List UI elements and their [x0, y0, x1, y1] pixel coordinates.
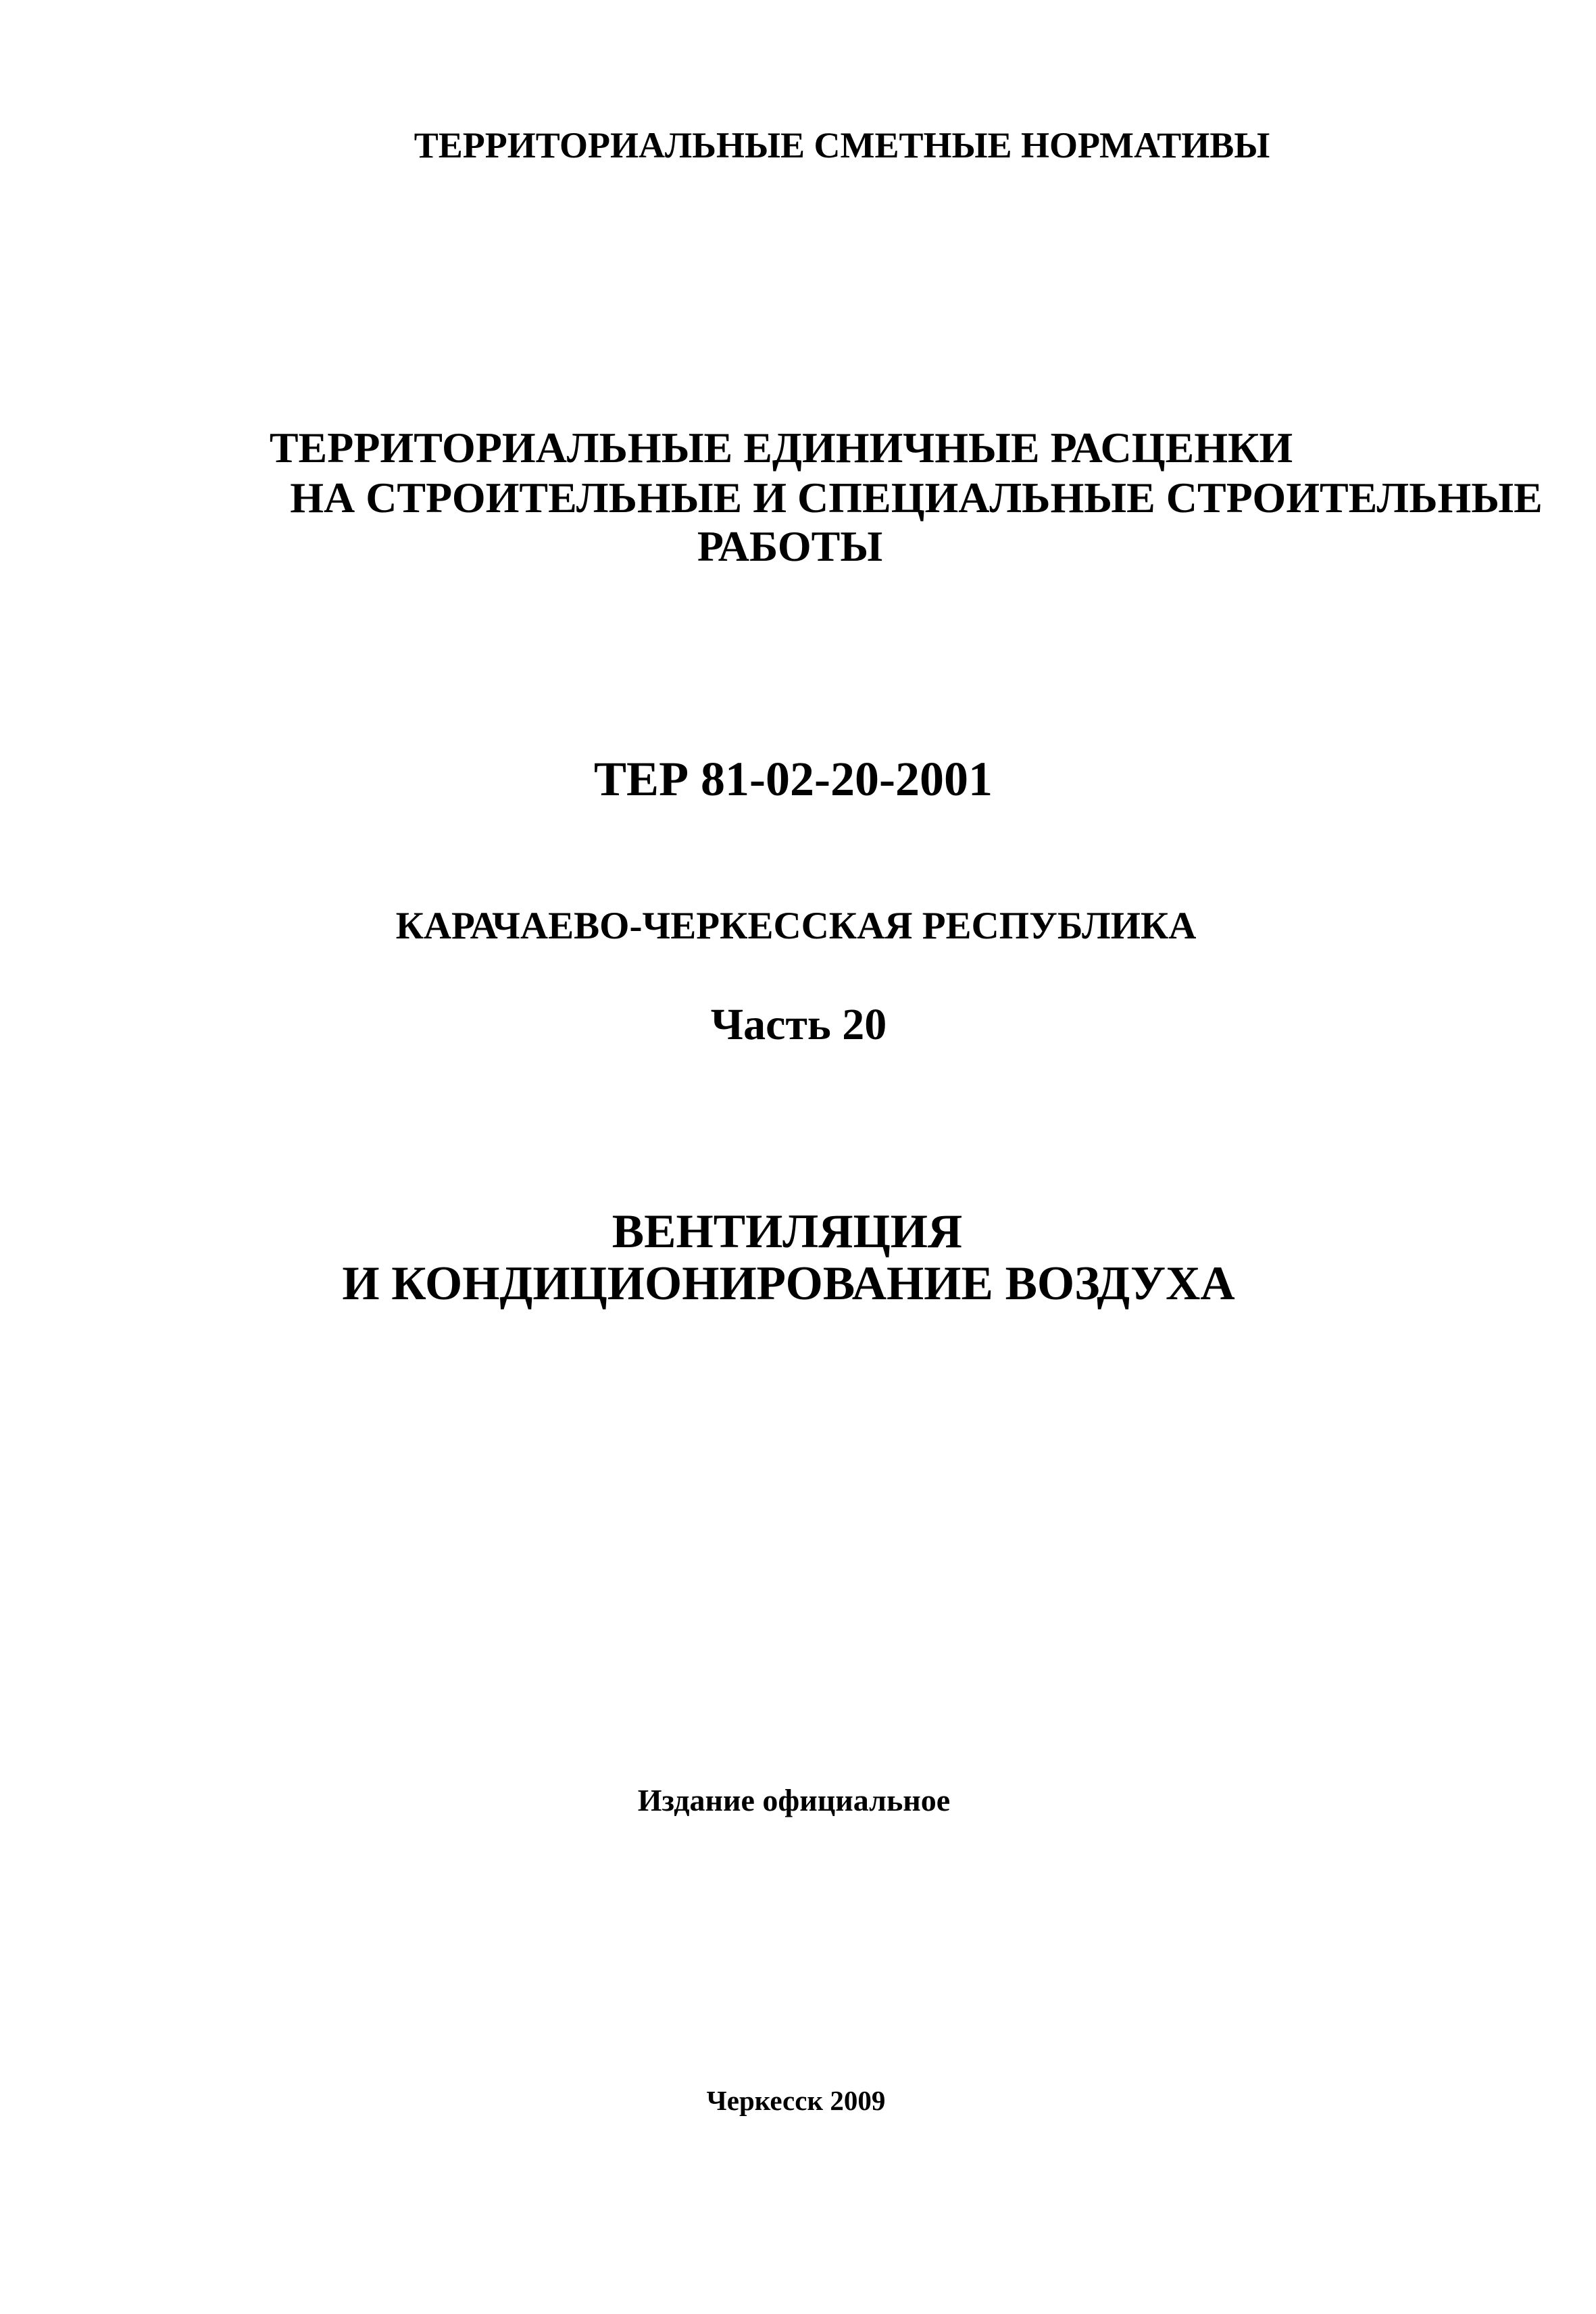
city-year: Черкесск 2009	[706, 2085, 886, 2116]
edition-label: Издание официальное	[637, 1783, 951, 1817]
part-number: Часть 20	[710, 1000, 887, 1049]
subject-line-1: ВЕНТИЛЯЦИЯ	[612, 1205, 963, 1258]
region-name: КАРАЧАЕВО-ЧЕРКЕССКАЯ РЕСПУБЛИКА	[395, 905, 1197, 947]
title-line-1: ТЕРРИТОРИАЛЬНЫЕ ЕДИНИЧНЫЕ РАСЦЕНКИ	[269, 424, 1293, 472]
subject-line-2: И КОНДИЦИОНИРОВАНИЕ ВОЗДУХА	[342, 1257, 1235, 1310]
document-header: ТЕРРИТОРИАЛЬНЫЕ СМЕТНЫЕ НОРМАТИВЫ	[414, 125, 1270, 166]
title-line-2: НА СТРОИТЕЛЬНЫЕ И СПЕЦИАЛЬНЫЕ СТРОИТЕЛЬНЫЕ	[290, 474, 1543, 522]
document-code: ТЕР 81-02-20-2001	[594, 752, 993, 806]
title-line-3: РАБОТЫ	[697, 522, 883, 570]
